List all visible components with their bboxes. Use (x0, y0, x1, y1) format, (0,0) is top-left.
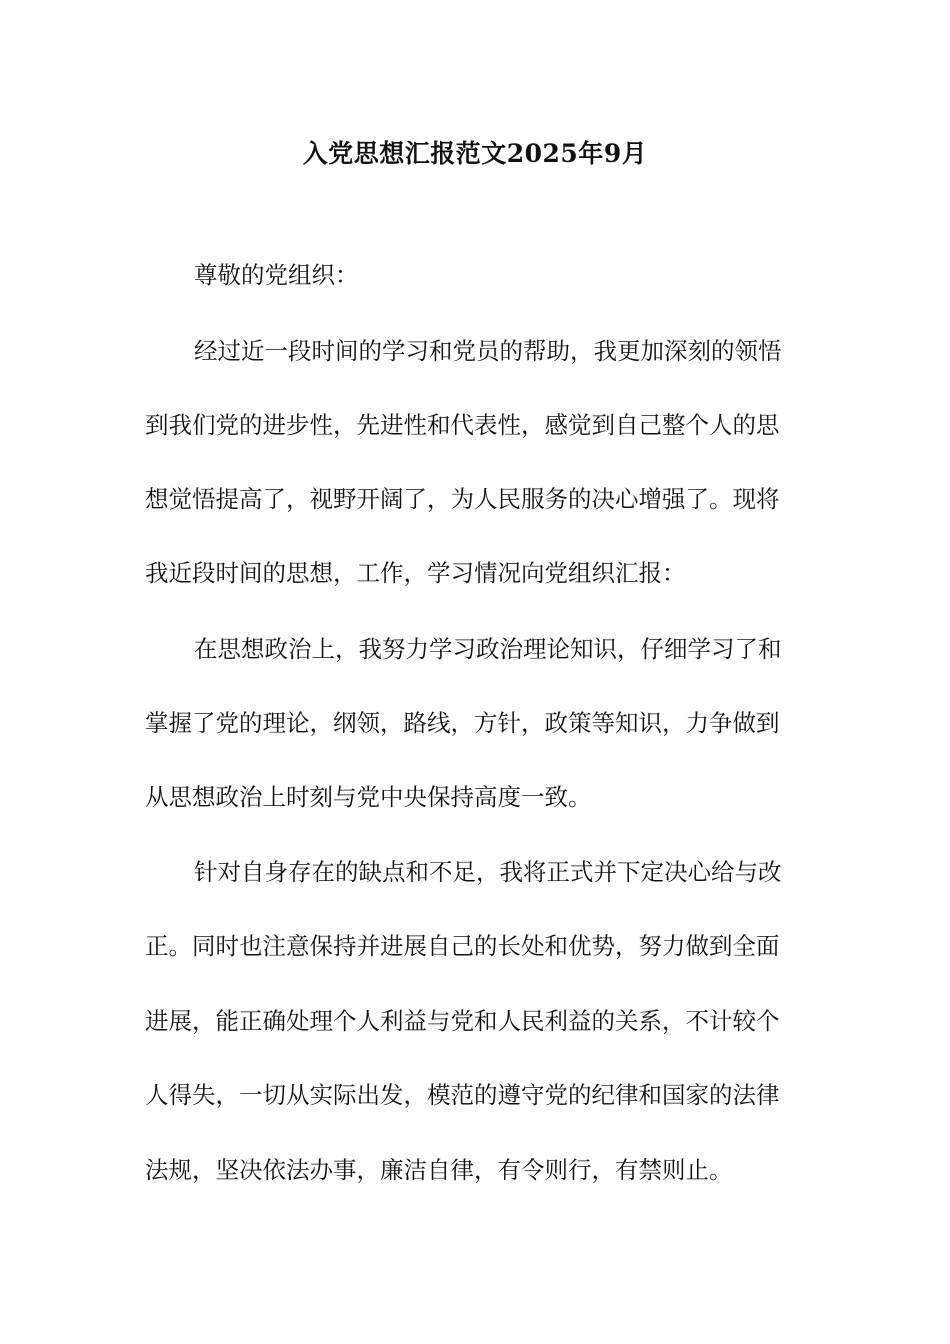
paragraph-line: 在思想政治上，我努力学习政治理论知识，仔细学习了和 (194, 635, 782, 663)
document-title: 入党思想汇报范文2025年9月 (302, 139, 648, 168)
paragraph-line: 我近段时间的思想，工作，学习情况向党组织汇报： (145, 559, 686, 587)
paragraph-line: 法规，坚决依法办事，廉洁自律，有令则行，有禁则止。 (145, 1156, 733, 1184)
paragraph-line: 从思想政治上时刻与党中央保持高度一致。 (145, 783, 592, 811)
paragraph-line: 人得失，一切从实际出发，模范的遵守党的纪律和国家的法律 (145, 1081, 780, 1109)
paragraph-line: 经过近一段时间的学习和党员的帮助，我更加深刻的领悟 (194, 337, 782, 365)
salutation: 尊敬的党组织： (194, 261, 359, 289)
paragraph-line: 进展，能正确处理个人利益与党和人民利益的关系，不计较个 (145, 1007, 780, 1035)
paragraph-line: 到我们党的进步性，先进性和代表性，感觉到自己整个人的思 (145, 411, 780, 439)
paragraph-line: 正。同时也注意保持并进展自己的长处和优势，努力做到全面 (145, 932, 780, 960)
paragraph-line: 掌握了党的理论，纲领，路线，方针，政策等知识，力争做到 (145, 709, 780, 737)
paragraph-line: 针对自身存在的缺点和不足，我将正式并下定决心给与改 (194, 858, 782, 886)
paragraph-line: 想觉悟提高了，视野开阔了，为人民服务的决心增强了。现将 (145, 485, 780, 513)
